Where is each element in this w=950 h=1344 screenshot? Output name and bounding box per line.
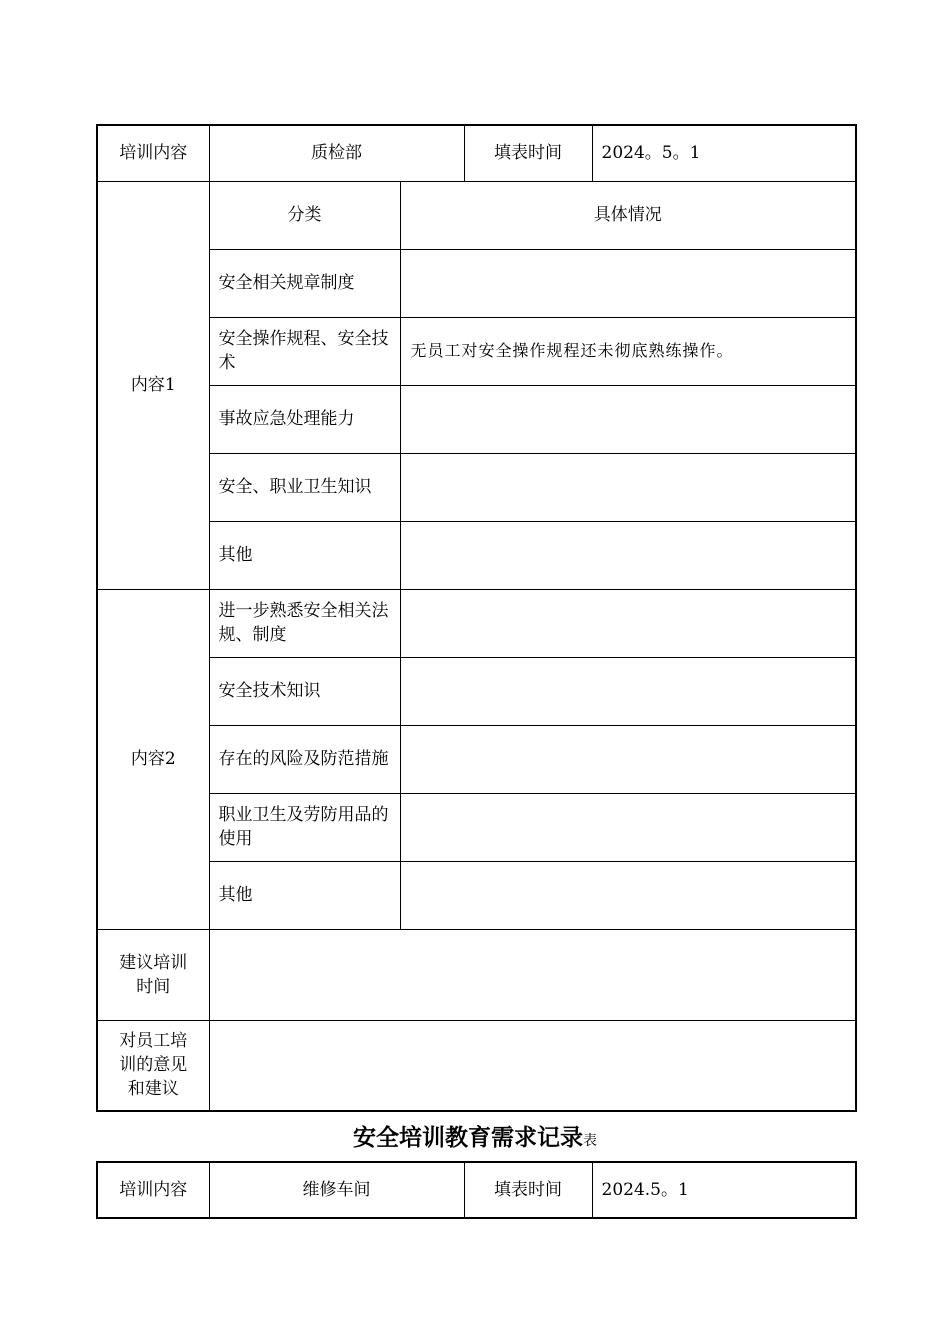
training-content-label: 培训内容 (97, 1162, 209, 1218)
details-cell (400, 385, 856, 453)
category-cell: 安全、职业卫生知识 (209, 453, 400, 521)
section2-label: 内容2 (97, 589, 209, 929)
training-needs-table-2 (96, 1161, 857, 1219)
section1-label: 内容1 (97, 181, 209, 589)
details-cell (400, 249, 856, 317)
fill-date-label: 填表时间 (464, 125, 592, 181)
record-title-suffix: 表 (583, 1133, 597, 1149)
category-cell: 存在的风险及防范措施 (209, 725, 400, 793)
category-cell: 进一步熟悉安全相关法规、制度 (209, 589, 400, 657)
details-cell (400, 725, 856, 793)
category-header: 分类 (209, 181, 400, 249)
suggested-time-value (209, 929, 856, 1020)
category-cell: 安全技术知识 (209, 657, 400, 725)
details-cell (400, 793, 856, 861)
fill-date-value: 2024。5。1 (592, 125, 856, 181)
category-cell: 安全操作规程、安全技术 (209, 317, 400, 385)
details-cell (400, 589, 856, 657)
category-cell: 职业卫生及劳防用品的使用 (209, 793, 400, 861)
record-title-main: 安全培训教育需求记录 (353, 1124, 583, 1151)
category-cell: 事故应急处理能力 (209, 385, 400, 453)
details-cell (400, 657, 856, 725)
details-cell (400, 861, 856, 929)
details-cell: 无员工对安全操作规程还未彻底熟练操作。 (400, 317, 856, 385)
details-cell (400, 453, 856, 521)
details-cell (400, 521, 856, 589)
training-content-label: 培训内容 (97, 125, 209, 181)
category-cell: 安全相关规章制度 (209, 249, 400, 317)
opinions-value (209, 1020, 856, 1111)
record-title (0, 1122, 950, 1157)
opinions-label: 对员工培训的意见和建议 (97, 1020, 209, 1111)
details-header: 具体情况 (400, 181, 856, 249)
department-value: 维修车间 (209, 1162, 464, 1218)
suggested-time-label: 建议培训时间 (97, 929, 209, 1020)
department-value: 质检部 (209, 125, 464, 181)
training-needs-table-1 (96, 124, 857, 1112)
fill-date-label: 填表时间 (464, 1162, 592, 1218)
fill-date-value: 2024.5。1 (592, 1162, 856, 1218)
category-cell: 其他 (209, 861, 400, 929)
category-cell: 其他 (209, 521, 400, 589)
